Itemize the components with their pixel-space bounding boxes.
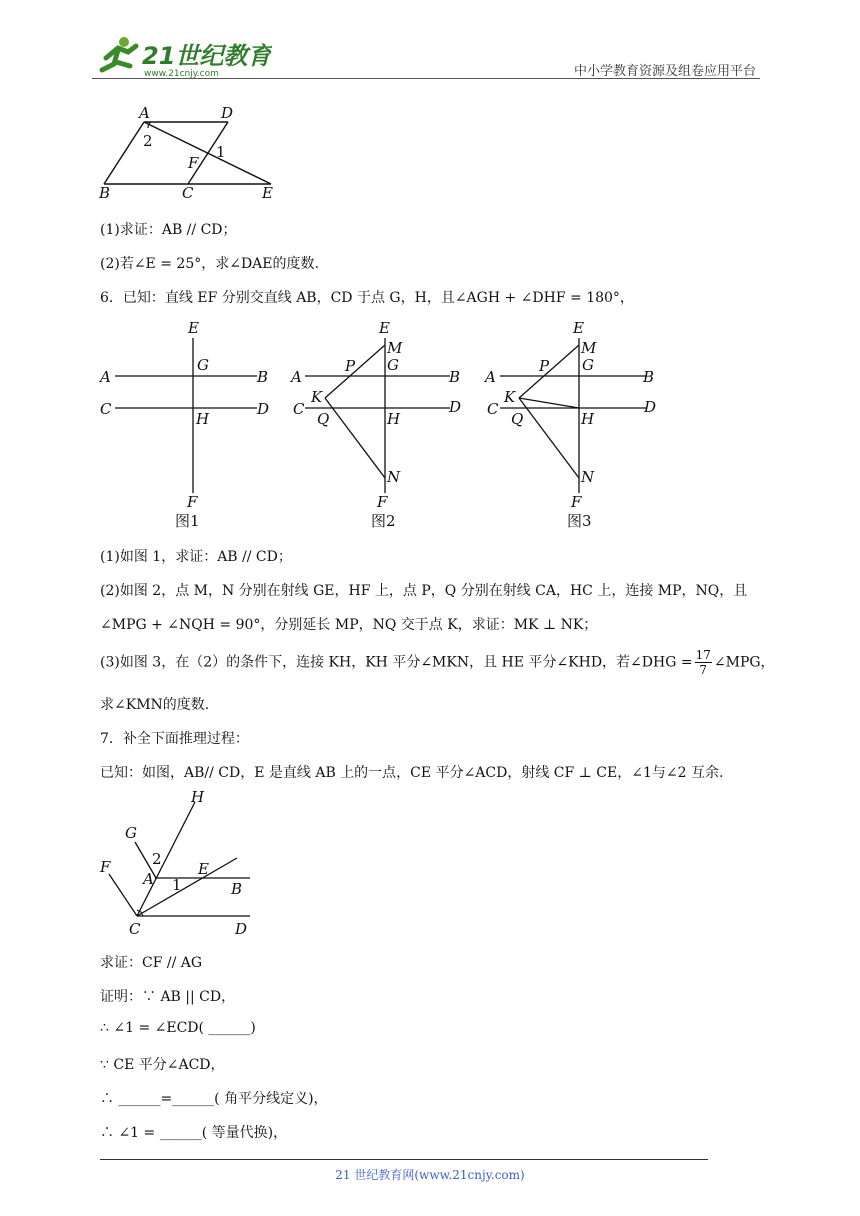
svg-text:C: C [129, 920, 141, 936]
svg-text:D: D [644, 398, 657, 416]
fig5-label-C: C [182, 184, 194, 202]
svg-text:K: K [504, 388, 516, 406]
svg-text:A: A [485, 368, 496, 386]
svg-text:H: H [191, 788, 205, 806]
svg-text:Q: Q [511, 410, 524, 428]
svg-text:Q: Q [317, 410, 330, 428]
svg-text:C: C [487, 400, 499, 418]
figure-q6 [95, 318, 675, 533]
svg-text:D: D [449, 398, 462, 416]
q6-part3c: 求∠KMN的度数. [100, 697, 210, 713]
svg-text:G: G [387, 356, 399, 374]
svg-text:E: E [379, 319, 390, 337]
svg-text:F: F [187, 493, 198, 511]
fig5-label-A: A [139, 104, 150, 122]
svg-text:F: F [100, 858, 111, 876]
fig5-label-2: 2 [143, 132, 153, 150]
fig6-caption-2: 图2 [371, 512, 396, 530]
q7-step1: 证明：∵ AB || CD， [100, 989, 236, 1005]
svg-text:G: G [125, 824, 137, 842]
header-platform-text: 中小学教育资源及组卷应用平台 [573, 64, 756, 79]
fig6-3 [483, 319, 656, 530]
footer-divider [100, 1159, 708, 1160]
svg-text:B: B [643, 368, 655, 386]
fraction-denominator: 7 [699, 663, 708, 677]
fig5-label-F: F [188, 154, 199, 172]
header-divider [92, 78, 760, 79]
svg-text:G: G [197, 356, 209, 374]
runner-icon [102, 37, 136, 70]
svg-text:E: E [573, 319, 584, 337]
q6-part3a-row [100, 648, 775, 677]
svg-text:H: H [196, 410, 210, 428]
svg-text:D: D [235, 920, 248, 936]
fraction-numerator: 17 [695, 648, 711, 662]
svg-text:C: C [293, 400, 305, 418]
q7-stem: 7．补全下面推理过程： [100, 731, 249, 747]
svg-text:K: K [311, 388, 323, 406]
svg-text:N: N [581, 468, 595, 486]
fraction [695, 648, 712, 677]
fig5-label-D: D [221, 104, 234, 122]
svg-text:P: P [345, 357, 356, 375]
q7-step4: ∴ ______=______( 角平分线定义)， [100, 1091, 328, 1107]
fig5-label-B: B [99, 184, 111, 202]
footer-text: 21 世纪教育网(www.21cnjy.com) [335, 1168, 525, 1182]
svg-text:P: P [539, 357, 550, 375]
fig6-1 [98, 319, 269, 530]
q6-part3a: (3)如图 3，在（2）的条件下，连接 KH，KH 平分∠MKN，且 HE 平分∠KHD，若∠DHG = [100, 654, 693, 671]
q5-part2: (2)若∠E = 25°，求∠DAE的度数. [100, 256, 319, 272]
svg-text:1: 1 [172, 876, 182, 894]
svg-text:B: B [231, 880, 243, 898]
svg-text:D: D [257, 400, 270, 418]
svg-text:H: H [387, 410, 401, 428]
svg-text:E: E [198, 860, 209, 878]
svg-text:A: A [291, 368, 302, 386]
svg-text:A: A [100, 368, 111, 386]
logo-text: 21世纪教育 [142, 42, 272, 70]
q6-part3b: ∠MPG， [713, 654, 775, 671]
q7-step3: ∵ CE 平分∠ACD， [100, 1057, 225, 1073]
q7-step2: ∴ ∠1 = ∠ECD( ______) [100, 1020, 256, 1036]
svg-text:F: F [377, 493, 388, 511]
svg-text:B: B [449, 368, 461, 386]
q6-part1: (1)如图 1，求证：AB // CD； [100, 549, 292, 565]
fig5-label-1: 1 [216, 143, 226, 161]
figure-q5 [96, 100, 296, 205]
logo-url: www.21cnjy.com [144, 69, 219, 79]
q5-part1: (1)求证：AB // CD； [100, 222, 237, 238]
q7-given: 已知：如图，AB// CD，E 是直线 AB 上的一点，CE 平分∠ACD，射线 CF ⊥ CE，∠1与∠2 互余. [100, 765, 724, 781]
svg-text:M: M [581, 339, 597, 357]
q6-part2b: ∠MPG + ∠NQH = 90°，分别延长 MP，NQ 交于点 K，求证：MK ⊥ NK； [100, 617, 598, 633]
svg-text:2: 2 [152, 850, 162, 868]
fig6-2 [289, 319, 461, 530]
svg-text:F: F [571, 493, 582, 511]
svg-text:C: C [100, 400, 112, 418]
fig6-caption-1: 图1 [175, 512, 200, 530]
q6-stem: 6．已知：直线 EF 分别交直线 AB，CD 于点 G，H，且∠AGH + ∠DHF = 180°， [100, 290, 634, 306]
svg-text:H: H [581, 410, 595, 428]
q7-prove: 求证：CF // AG [100, 955, 203, 971]
svg-text:A: A [143, 870, 154, 888]
figure-q7 [95, 786, 270, 936]
q7-step5: ∴ ∠1 = ______( 等量代换)， [100, 1125, 288, 1141]
q6-part2a: (2)如图 2，点 M，N 分别在射线 GE，HF 上，点 P，Q 分别在射线 CA，HC 上，连接 MP，NQ，且 [100, 583, 748, 599]
svg-text:E: E [188, 319, 199, 337]
svg-text:N: N [387, 468, 401, 486]
logo [92, 34, 272, 80]
fig5-label-E: E [262, 184, 273, 202]
svg-text:M: M [387, 339, 403, 357]
svg-text:B: B [257, 368, 269, 386]
svg-text:G: G [582, 356, 594, 374]
fig6-caption-3: 图3 [567, 512, 592, 530]
